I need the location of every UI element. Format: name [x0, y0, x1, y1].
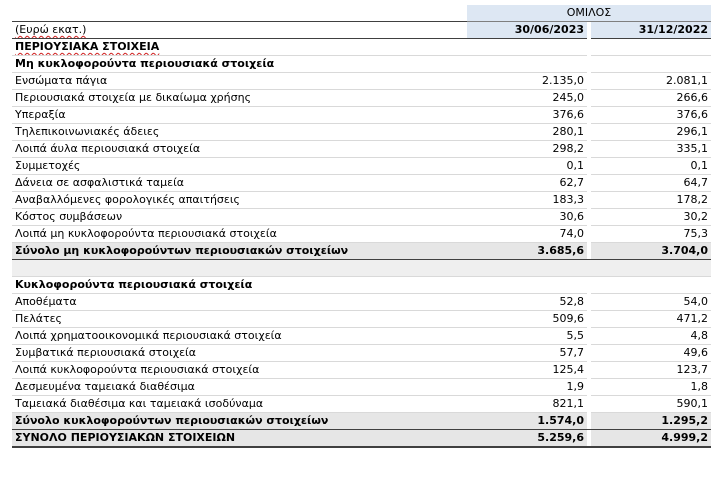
row-value-2023: 183,3: [467, 192, 587, 209]
row-value-2022: 376,6: [591, 107, 711, 124]
row-value-2023: 1,9: [467, 379, 587, 396]
row-label: Ταμειακά διαθέσιμα και ταμειακά ισοδύναμα: [12, 396, 467, 413]
current-total-row: [12, 413, 711, 430]
table-row: [12, 90, 711, 107]
table-row: [12, 294, 711, 311]
spacer-row: [12, 260, 711, 277]
row-value-2023: 125,4: [467, 362, 587, 379]
row-value-2023: 3.685,6: [467, 243, 587, 260]
non-current-heading-row: [12, 56, 711, 73]
column-date-1: 30/06/2023: [467, 22, 587, 39]
row-value-2022: 3.704,0: [591, 243, 711, 260]
row-label: ΣΥΝΟΛΟ ΠΕΡΙΟΥΣΙΑΚΩΝ ΣΤΟΙΧΕΙΩΝ: [12, 430, 467, 448]
row-value-2022: 178,2: [591, 192, 711, 209]
assets-table: [12, 5, 711, 448]
row-value-2023: 298,2: [467, 141, 587, 158]
table-row: [12, 345, 711, 362]
table-row: [12, 396, 711, 413]
row-value-2022: 266,6: [591, 90, 711, 107]
table-row: [12, 209, 711, 226]
row-label: Αναβαλλόμενες φορολογικές απαιτήσεις: [12, 192, 467, 209]
table-row: [12, 379, 711, 396]
row-value-2023: 280,1: [467, 124, 587, 141]
row-label: Λοιπά χρηματοοικονομικά περιουσιακά στοιχεία: [12, 328, 467, 345]
row-label: Ενσώματα πάγια: [12, 73, 467, 90]
row-value-2023: 245,0: [467, 90, 587, 107]
table-row: [12, 141, 711, 158]
row-label: Κόστος συμβάσεων: [12, 209, 467, 226]
row-value-2023: 62,7: [467, 175, 587, 192]
row-value-2022: 1.295,2: [591, 413, 711, 430]
row-value-2022: 471,2: [591, 311, 711, 328]
row-value-2023: 5,5: [467, 328, 587, 345]
table-row: [12, 124, 711, 141]
row-value-2022: 64,7: [591, 175, 711, 192]
row-label: Υπεραξία: [12, 107, 467, 124]
current-heading-row: [12, 277, 711, 294]
table-row: [12, 226, 711, 243]
table-row: [12, 158, 711, 175]
table-row: [12, 73, 711, 90]
row-value-2022: 75,3: [591, 226, 711, 243]
row-value-2023: 821,1: [467, 396, 587, 413]
row-label: Τηλεπικοινωνιακές άδειες: [12, 124, 467, 141]
row-label: Περιουσιακά στοιχεία με δικαίωμα χρήσης: [12, 90, 467, 107]
row-value-2022: 30,2: [591, 209, 711, 226]
row-label: Πελάτες: [12, 311, 467, 328]
row-value-2023: 0,1: [467, 158, 587, 175]
row-value-2023: 509,6: [467, 311, 587, 328]
row-value-2023: 376,6: [467, 107, 587, 124]
grand-total-row: [12, 430, 711, 448]
header-group-row: [12, 5, 711, 22]
row-label: Λοιπά άυλα περιουσιακά στοιχεία: [12, 141, 467, 158]
current-heading: Κυκλοφορούντα περιουσιακά στοιχεία: [12, 277, 467, 294]
row-label: Λοιπά κυκλοφορούντα περιουσιακά στοιχεία: [12, 362, 467, 379]
table-row: [12, 175, 711, 192]
row-value-2022: 335,1: [591, 141, 711, 158]
row-value-2022: 2.081,1: [591, 73, 711, 90]
row-label: Συμβατικά περιουσιακά στοιχεία: [12, 345, 467, 362]
row-value-2022: 49,6: [591, 345, 711, 362]
assets-heading-row: [12, 39, 711, 56]
row-label: Σύνολο κυκλοφορούντων περιουσιακών στοιχείων: [12, 413, 467, 430]
row-value-2022: 0,1: [591, 158, 711, 175]
row-value-2022: 4.999,2: [591, 430, 711, 448]
header-date-row: [12, 22, 711, 39]
row-value-2022: 590,1: [591, 396, 711, 413]
table-row: [12, 192, 711, 209]
row-value-2023: 2.135,0: [467, 73, 587, 90]
group-label: ΟΜΙΛΟΣ: [467, 5, 711, 22]
row-value-2023: 74,0: [467, 226, 587, 243]
row-label: Συμμετοχές: [12, 158, 467, 175]
row-value-2022: 1,8: [591, 379, 711, 396]
non-current-heading: Μη κυκλοφορούντα περιουσιακά στοιχεία: [12, 56, 467, 73]
table-row: [12, 328, 711, 345]
unit-label: (Ευρώ εκατ.): [12, 22, 467, 39]
row-value-2022: 54,0: [591, 294, 711, 311]
table-row: [12, 362, 711, 379]
row-label: Δεσμευμένα ταμειακά διαθέσιμα: [12, 379, 467, 396]
non-current-total-row: [12, 243, 711, 260]
row-label: Σύνολο μη κυκλοφορούντων περιουσιακών στοιχείων: [12, 243, 467, 260]
table-row: [12, 311, 711, 328]
row-value-2023: 5.259,6: [467, 430, 587, 448]
balance-sheet: [12, 5, 711, 448]
row-value-2022: 296,1: [591, 124, 711, 141]
row-label: Λοιπά μη κυκλοφορούντα περιουσιακά στοιχεία: [12, 226, 467, 243]
row-value-2023: 30,6: [467, 209, 587, 226]
row-value-2023: 52,8: [467, 294, 587, 311]
row-value-2023: 57,7: [467, 345, 587, 362]
assets-heading: ΠΕΡΙΟΥΣΙΑΚΑ ΣΤΟΙΧΕΙΑ: [12, 39, 467, 56]
table-row: [12, 107, 711, 124]
row-label: Αποθέματα: [12, 294, 467, 311]
row-label: Δάνεια σε ασφαλιστικά ταμεία: [12, 175, 467, 192]
row-value-2023: 1.574,0: [467, 413, 587, 430]
row-value-2022: 4,8: [591, 328, 711, 345]
column-date-2: 31/12/2022: [591, 22, 711, 39]
row-value-2022: 123,7: [591, 362, 711, 379]
